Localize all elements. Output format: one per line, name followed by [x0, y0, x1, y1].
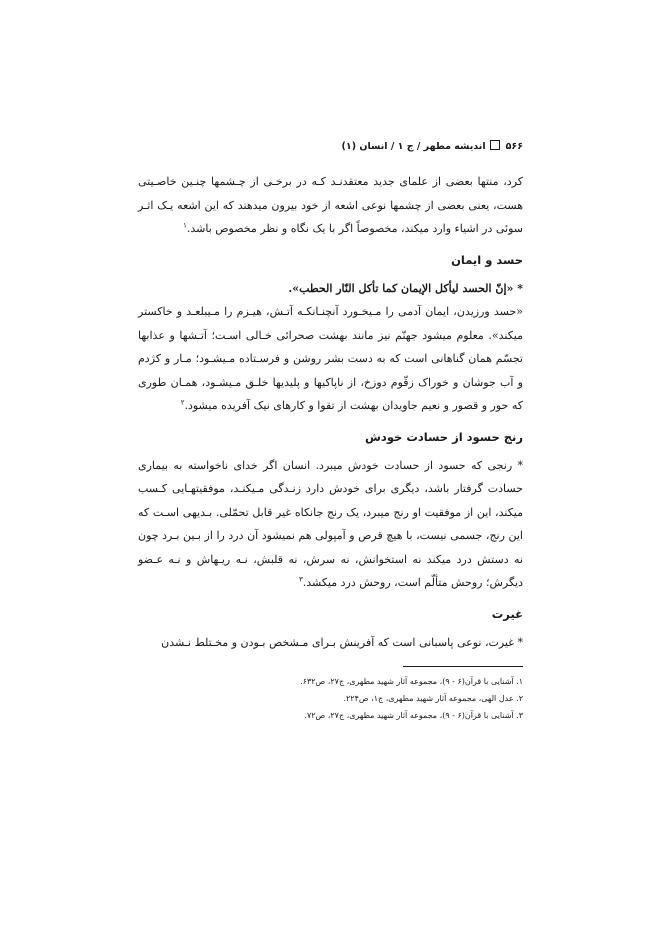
footnote-ref-3: ۳ [298, 575, 303, 584]
page-number: ۵۶۶ [505, 141, 523, 152]
section-heading-envy: حسد و ایمان [451, 252, 523, 267]
envy-paragraph [138, 300, 523, 418]
footnotes [138, 673, 523, 724]
footnote-ref-1: ۱ [183, 221, 187, 230]
section-heading-suffering: رنج حسود از حسادت خودش [365, 429, 523, 444]
running-head [138, 140, 523, 152]
footnote: ۲. عدل الهی، مجموعه آثار شهید مطهری، ج۱، ص۲۲۴. [343, 694, 523, 703]
book-page [138, 140, 523, 724]
intro-paragraph [138, 170, 523, 241]
suffering-paragraph [138, 454, 523, 595]
square-bullet-icon [490, 140, 500, 150]
footnote-separator [403, 666, 523, 673]
footnote: ۱. آشنایی با قرآن(۶ - ۹)، مجموعه آثار شهید مطهری، ج۲۷، ص۶۳۲. [300, 677, 523, 686]
suffering-paragraph-text: * رنجی که حسود از حسادت خودش میبرد. انسان اگر خدای ناخواسته به بیماری حسادت گرفتار باشد، دیگری برای خودش دارد زنـدگی مـیکنـد، موفقیتهـایی کـسب میکند، این از موفقیت او رنج میبرد، یک رنج جانکاه غیر قابل تحمّلی. بـدیهی اسـت که این رنج، جسمی نیست، با هیچ قرص و آمپولی هم نمیشود آن درد را از بـین بـرد چون نه دستش درد میکند نه استخوانش، نه سرش، نه قلبش، نـه ریـهاش و نـه عـضو دیگرش؛ روحش متألّم است، روحش درد میکشد. [138, 458, 523, 589]
envy-paragraph-text: «حسد ورزیدن، ایمان آدمی را مـیخـورد آنچنـانکـه آتـش، هیـزم را مـیبلعـد و خاکستر میکند». معلوم میشود جهنّم نیز مانند بهشت صحرائی خـالی اسـت؛ آتـشها و عذابها تجسّم همان گناهانی است که به دست بشر روشن و فرسـتاده مـیشـود؛ مـار و کژدم و آب جوشان و خوراک زقّوم دوزخ، از ناپاکیها و پلیدیها خلـق مـیشـود، همـان طوری که حور و قصور و نعیم جاویدان بهشت از تقوا و کارهای نیک آفریده میشود. [138, 305, 523, 412]
hadith-quote: * «إنّ الحسد لیأکل الإیمان کما تأکل النّار الحطب». [288, 281, 523, 295]
jealousy-paragraph: * غیرت، نوعی پاسبانی است که آفرینش بـرای مـشخص بـودن و مخـتلط نـشدن [161, 635, 523, 649]
footnote: ۳. آشنایی با قرآن(۶ - ۹)، مجموعه آثار شهید مطهری، ج۲۷، ص۷۲. [304, 711, 523, 720]
footnote-ref-2: ۲ [180, 398, 185, 407]
intro-paragraph-text: کرد، منتها بعضی از علمای جدید معتقدنـد کـه در برخـی از چـشمها چنـین خاصـیتی هست، یعنی بعضی از چشمها نوعی اشعه از خود بیرون میدهند که این اشعه یـک اثـر سوئی در اشیاء وارد میکند، مخصوصاً اگر با یک نگاه و نظر مخصوص باشد. [138, 175, 523, 235]
running-head-title: اندیشه مطهر / ج ۱ / انسان (۱) [341, 141, 486, 152]
section-heading-jealousy: غیرت [491, 606, 523, 621]
